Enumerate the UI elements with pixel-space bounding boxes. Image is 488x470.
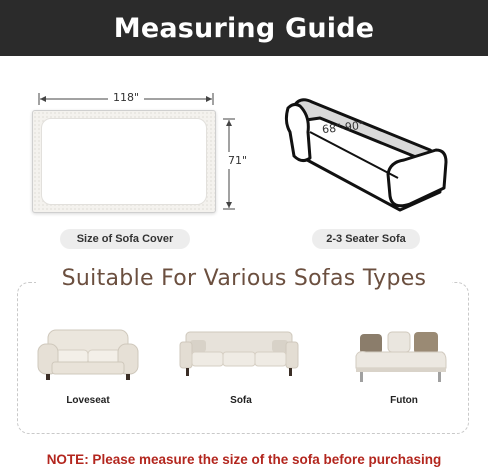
sofa-cover-image: [32, 110, 216, 213]
seater-length-label: 68"-90": [321, 118, 365, 137]
section-title: Suitable For Various Sofas Types: [36, 266, 452, 291]
sofa-icon: [176, 328, 302, 378]
futon-icon: [352, 326, 448, 384]
page-title: Measuring Guide: [113, 12, 375, 44]
height-label: 71": [228, 154, 248, 167]
header-banner: [0, 0, 488, 56]
sofa-label: Sofa: [230, 395, 252, 406]
cover-caption: Size of Sofa Cover: [60, 229, 190, 249]
purchase-note: NOTE: Please measure the size of the sofa before purchasing: [46, 452, 442, 467]
seater-sofa-drawing: [280, 92, 450, 220]
seater-caption: 2-3 Seater Sofa: [312, 229, 420, 249]
loveseat-label: Loveseat: [66, 395, 110, 406]
loveseat-icon: [34, 326, 142, 382]
width-label: 118": [108, 91, 144, 104]
cover-panel: [41, 118, 207, 205]
futon-label: Futon: [390, 395, 418, 406]
